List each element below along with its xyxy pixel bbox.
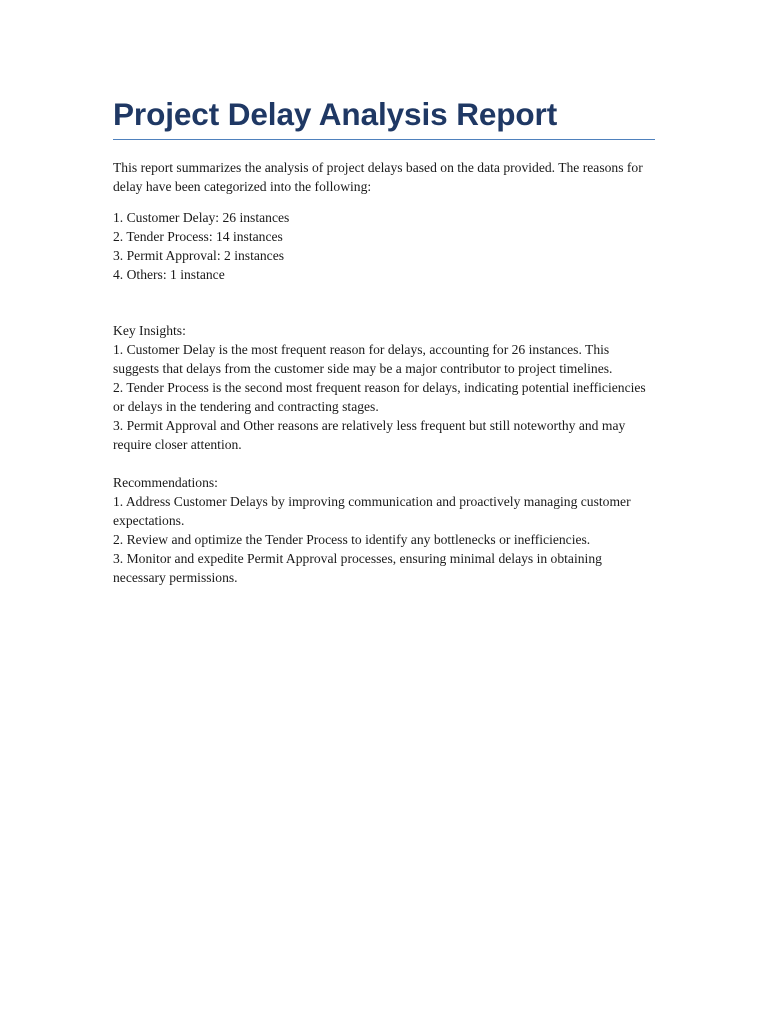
key-insights-section: [113, 321, 655, 454]
recommendation-item: 2. Review and optimize the Tender Process to identify any bottlenecks or inefficiencies.: [113, 532, 591, 547]
delay-category-list: [113, 208, 655, 284]
spacer: [113, 284, 655, 303]
key-insights-heading: Key Insights:: [113, 323, 186, 338]
recommendations-section: [113, 473, 655, 587]
delay-category-item: 1. Customer Delay: 26 instances: [113, 210, 290, 225]
insight-item: 1. Customer Delay is the most frequent reason for delays, accounting for 26 instances. This suggests that delays from the customer side may be a major contributor to project timelines.: [113, 342, 613, 376]
recommendation-item: 1. Address Customer Delays by improving communication and proactively managing customer expectations.: [113, 494, 631, 528]
intro-paragraph: This report summarizes the analysis of project delays based on the data provided. The reasons for delay have been categorized into the following:: [113, 160, 643, 194]
insight-item: 3. Permit Approval and Other reasons are relatively less frequent but still noteworthy and may require closer attention.: [113, 418, 626, 452]
recommendation-item: 3. Monitor and expedite Permit Approval processes, ensuring minimal delays in obtaining necessary permissions.: [113, 551, 602, 585]
spacer: [113, 454, 655, 473]
delay-category-item: 3. Permit Approval: 2 instances: [113, 248, 285, 263]
document-title: Project Delay Analysis Report: [113, 94, 655, 140]
delay-category-item: 2. Tender Process: 14 instances: [113, 229, 283, 244]
spacer: [113, 303, 655, 321]
recommendations-heading: Recommendations:: [113, 475, 218, 490]
document-body: [113, 94, 655, 587]
insight-item: 2. Tender Process is the second most frequent reason for delays, indicating potential inefficiencies or delays in the tendering and contracting stages.: [113, 380, 646, 414]
delay-category-item: 4. Others: 1 instance: [113, 267, 225, 282]
